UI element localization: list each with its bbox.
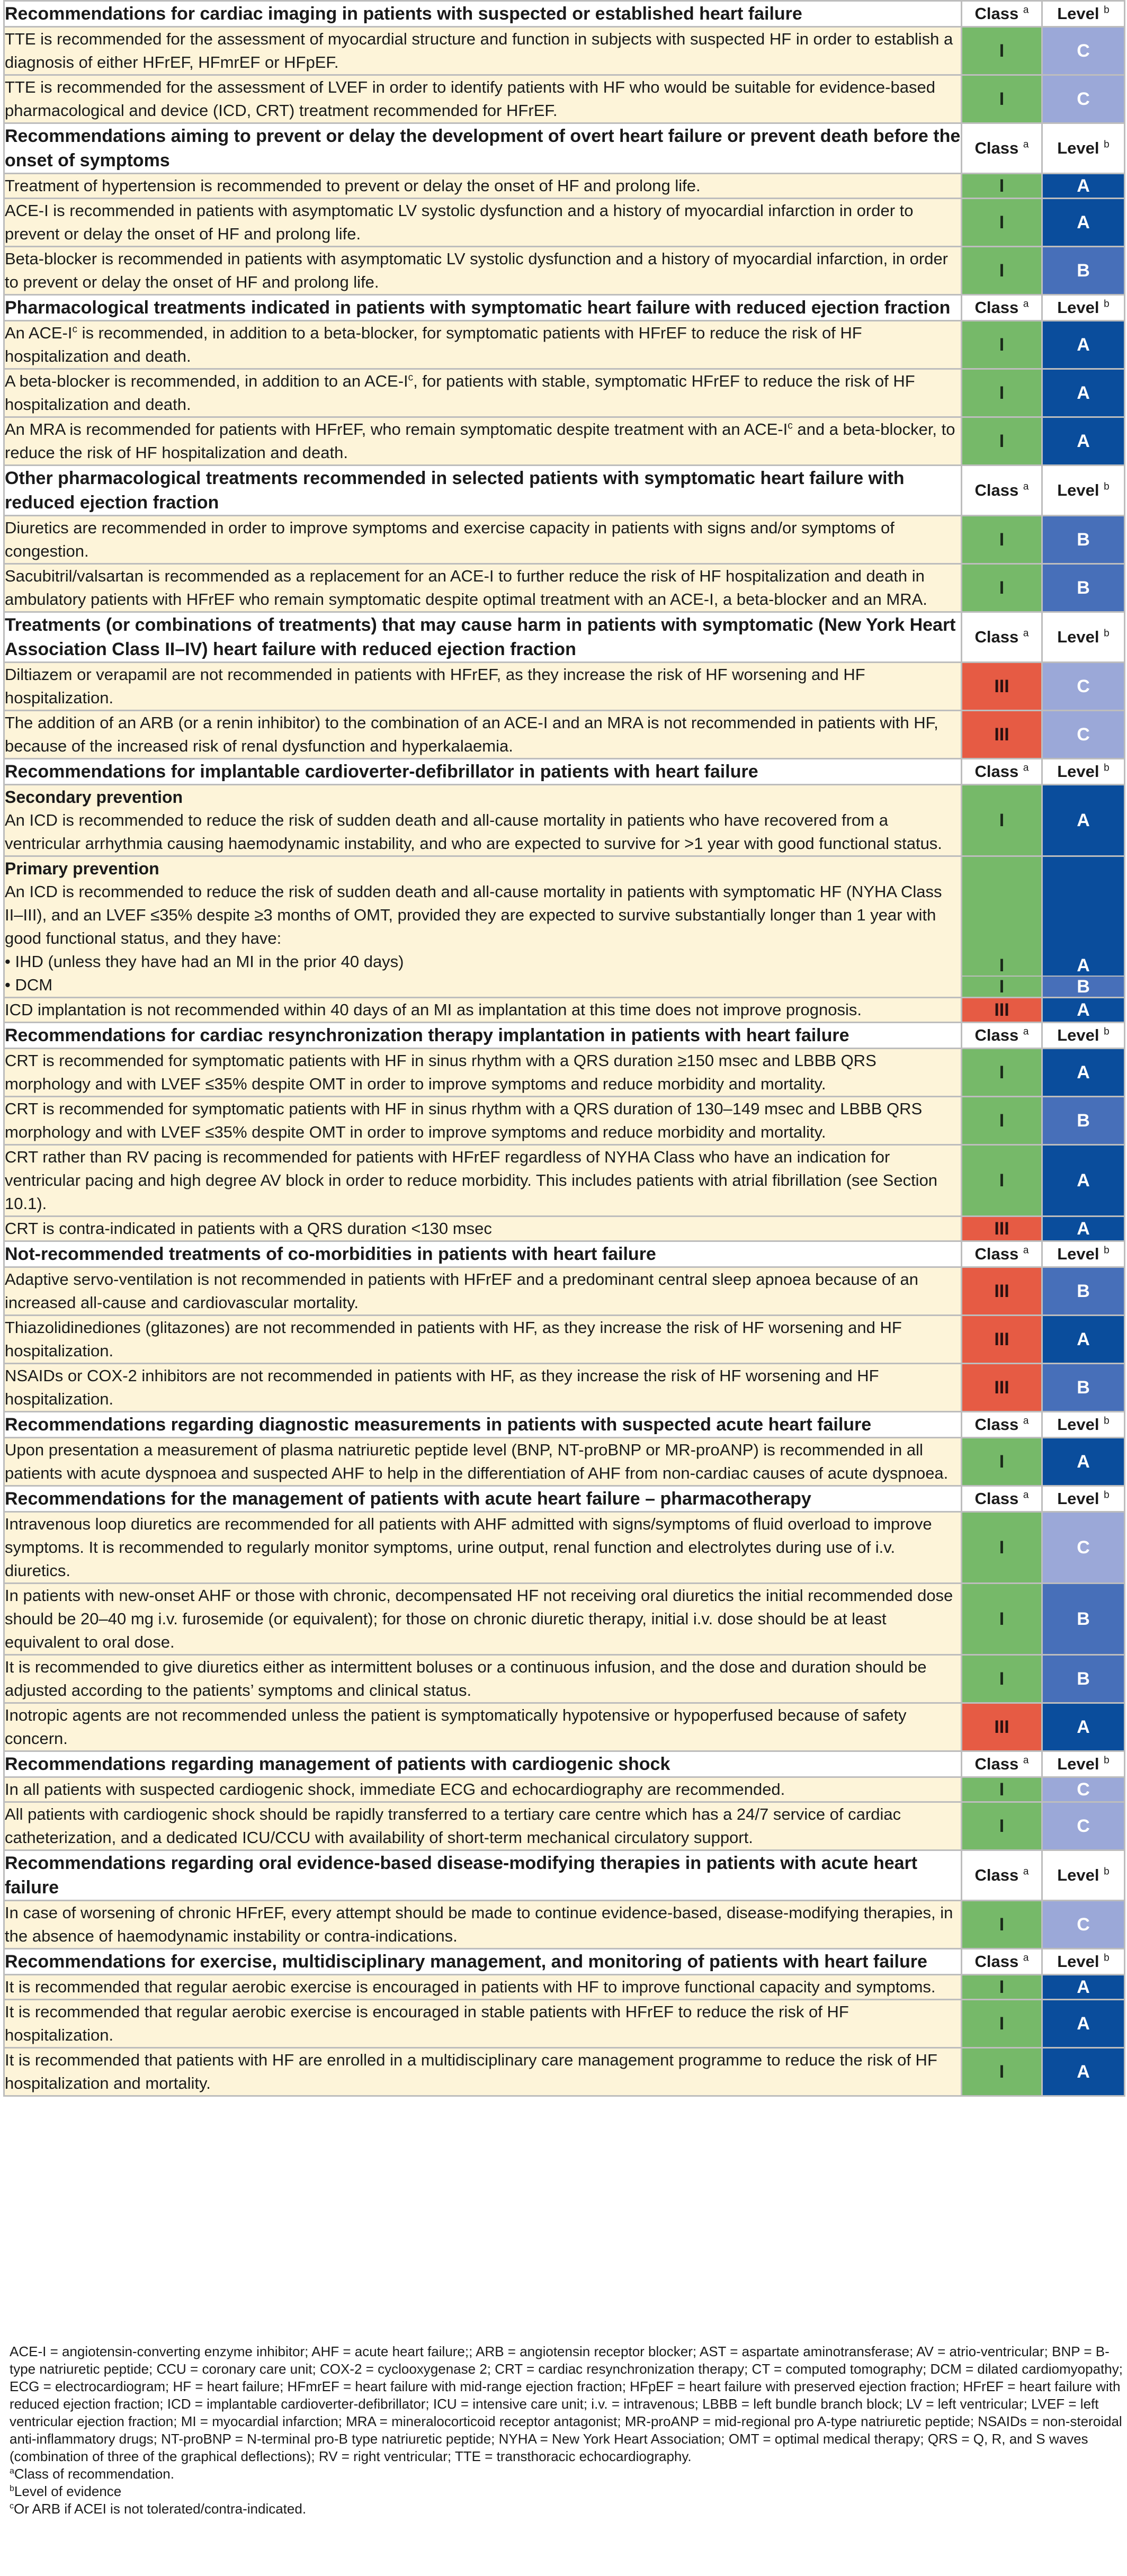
- table-row: [4, 247, 1125, 295]
- level-badge: B: [1043, 976, 1124, 997]
- level-header: Level $^b$: [1042, 295, 1125, 321]
- class-stack: [962, 856, 1042, 998]
- section-title: Recommendations for the management of patients with acute heart failure – pharmacotherapy: [4, 1486, 962, 1512]
- section-header: [4, 759, 1125, 785]
- class-badge: I: [962, 976, 1041, 997]
- class-header: Class $^a$: [962, 1850, 1042, 1901]
- level-badge: A: [1042, 1217, 1125, 1241]
- section-header: [4, 1751, 1125, 1777]
- recommendation-text: It is recommended that regular aerobic exercise is encouraged in patients with HF to improve functional capacity and symptoms.: [4, 1975, 962, 2000]
- recommendation-text: Diltiazem or verapamil are not recommended in patients with HFrEF, as they increase the risk of HF worsening and HF hospitalization.: [4, 663, 962, 711]
- class-badge: I: [962, 417, 1042, 466]
- table-row: [4, 663, 1125, 711]
- class-badge: III: [962, 1703, 1042, 1751]
- section-header: [4, 295, 1125, 321]
- recommendation-text: Thiazolidinediones (glitazones) are not recommended in patients with HF, as they increase the risk of HF worsening and HF hospitalization.: [4, 1316, 962, 1364]
- recommendation-text: The addition of an ARB (or a renin inhibitor) to the combination of an ACE-I and an MRA is not recommended in patients with HF, because of the increased risk of renal dysfunction and hyperkalaemia.: [4, 711, 962, 759]
- table-row: [4, 1316, 1125, 1364]
- table-row: [4, 1097, 1125, 1145]
- class-badge: I: [962, 2048, 1042, 2096]
- level-header: Level $^b$: [1042, 759, 1125, 785]
- table-row: [4, 1584, 1125, 1655]
- class-badge: I: [962, 785, 1042, 856]
- class-badge: I: [962, 1584, 1042, 1655]
- level-badge: A: [1042, 2048, 1125, 2096]
- class-badge: III: [962, 711, 1042, 759]
- table-row: [4, 369, 1125, 417]
- section-header: [4, 466, 1125, 516]
- recommendation-text: It is recommended to give diuretics either as intermittent boluses or a continuous infusion, and the dose and duration should be adjusted according to the patients’ symptoms and clinical status.: [4, 1655, 962, 1703]
- class-badge: III: [962, 1364, 1042, 1412]
- table-row: [4, 174, 1125, 199]
- section-title: Recommendations for exercise, multidisciplinary management, and monitoring of patients with heart failure: [4, 1949, 962, 1975]
- table-row: [4, 27, 1125, 75]
- level-badge: B: [1042, 516, 1125, 564]
- section-title: Recommendations for implantable cardioverter-defibrillator in patients with heart failure: [4, 759, 962, 785]
- class-badge: I: [962, 1145, 1042, 1217]
- table-row: [4, 856, 1125, 998]
- table-row: [4, 1777, 1125, 1802]
- level-header: Level $^b$: [1042, 123, 1125, 174]
- class-badge: I: [962, 1777, 1042, 1802]
- recommendations-document: [3, 0, 1124, 2517]
- level-header: Level $^b$: [1042, 1949, 1125, 1975]
- table-row: [4, 1217, 1125, 1241]
- class-header: Class $^a$: [962, 1023, 1042, 1049]
- level-badge: C: [1042, 1512, 1125, 1584]
- class-badge: III: [962, 1267, 1042, 1316]
- recommendation-text: CRT rather than RV pacing is recommended for patients with HFrEF regardless of NYHA Class who have an indication for ventricular pacing and high degree AV block in order to reduce morbidity. This includes patients with atrial fibrillation (see Section 10.1).: [4, 1145, 962, 1217]
- class-badge: I: [962, 369, 1042, 417]
- level-badge: A: [1042, 2000, 1125, 2048]
- class-badge: III: [962, 1217, 1042, 1241]
- recommendation-text: Adaptive servo-ventilation is not recommended in patients with HFrEF and a predominant central sleep apnoea because of an increased all-cause and cardiovascular mortality.: [4, 1267, 962, 1316]
- table-row: [4, 1901, 1125, 1949]
- level-badge: A: [1042, 321, 1125, 369]
- section-title: Other pharmacological treatments recommended in selected patients with symptomatic heart failure with reduced ejection fraction: [4, 466, 962, 516]
- table-row: [4, 2048, 1125, 2096]
- level-badge: A: [1042, 1145, 1125, 1217]
- level-badge: A: [1043, 955, 1124, 976]
- table-row: [4, 1802, 1125, 1850]
- level-badge: A: [1042, 369, 1125, 417]
- class-header: Class $^a$: [962, 1486, 1042, 1512]
- section-title: Recommendations aiming to prevent or delay the development of overt heart failure or prevent death before the onset of symptoms: [4, 123, 962, 174]
- class-header: Class $^a$: [962, 295, 1042, 321]
- recommendation-text: TTE is recommended for the assessment of LVEF in order to identify patients with HF who would be suitable for evidence-based pharmacological and device (ICD, CRT) treatment recommended for HFrEF.: [4, 75, 962, 123]
- table-row: [4, 321, 1125, 369]
- recommendation-text: Treatment of hypertension is recommended to prevent or delay the onset of HF and prolong life.: [4, 174, 962, 199]
- class-badge: III: [962, 1316, 1042, 1364]
- level-badge: B: [1042, 1364, 1125, 1412]
- level-header: Level $^b$: [1042, 1412, 1125, 1438]
- class-header: Class $^a$: [962, 1241, 1042, 1267]
- table-body-part-2: [4, 1023, 1125, 2096]
- table-row: [4, 998, 1125, 1023]
- class-badge: I: [962, 516, 1042, 564]
- footnotes: [10, 2343, 1124, 2518]
- abbreviations: ACE-I = angiotensin-converting enzyme inhibitor; AHF = acute heart failure;; ARB = angiotensin receptor blocker; AST = aspartate aminotransferase; AV = atrio-ventricular; BNP = B-type natriuretic peptide; CCU = coronary care unit; COX-2 = cyclooxygenase 2; CRT = cardiac resynchronization therapy; CT = computed tomography; DCM = dilated cardiomyopathy; ECG = electrocardiogram; HF = heart failure; HFmrEF = heart failure with mid-range ejection fraction; HFpEF = heart failure with preserved ejection fraction; HFrEF = heart failure with reduced ejection fraction; ICD = implantable cardioverter-defibrillator; ICU = intensive care unit; i.v. = intravenous; LBBB = left bundle branch block; LV = left ventricular; LVEF = left ventricular ejection fraction; MI = myocardial infarction; MRA = mineralocorticoid receptor antagonist; MR-proANP = mid-regional pro A-type natriuretic peptide; NSAIDs = non-steroidal anti-inflammatory drugs; NT-proBNP = N-terminal pro-B type natriuretic peptide; NYHA = New York Heart Association; OMT = optimal medical therapy; QRS = Q, R, and S waves (combination of three of the graphical deflections); RV = right ventricular; TTE = transthoracic echocardiography.: [10, 2344, 1123, 2464]
- footnote-b: $^b$Level of evidence: [10, 2483, 122, 2499]
- recommendation-text: Inotropic agents are not recommended unless the patient is symptomatically hypotensive or hypoperfused because of safety concern.: [4, 1703, 962, 1751]
- class-header: Class $^a$: [962, 1949, 1042, 1975]
- icd-section: [4, 759, 1125, 1023]
- recommendations-table: [3, 0, 1125, 2097]
- table-row: [4, 1364, 1125, 1412]
- class-badge: I: [962, 1512, 1042, 1584]
- level-badge: A: [1042, 174, 1125, 199]
- section-header: [4, 1412, 1125, 1438]
- class-badge: I: [962, 564, 1042, 612]
- table-row: [4, 1049, 1125, 1097]
- recommendation-text: CRT is recommended for symptomatic patients with HF in sinus rhythm with a QRS duration of 130–149 msec and LBBB QRS morphology and with LVEF ≤35% despite OMT in order to improve symptoms and reduce morbidity and mortality.: [4, 1097, 962, 1145]
- level-badge: C: [1042, 1901, 1125, 1949]
- recommendation-text: In all patients with suspected cardiogenic shock, immediate ECG and echocardiography are recommended.: [4, 1777, 962, 1802]
- footnote-c: $^c$Or ARB if ACEI is not tolerated/contra-indicated.: [10, 2501, 307, 2517]
- secondary-prevention-title: Secondary prevention: [5, 788, 183, 807]
- table-row: [4, 417, 1125, 466]
- class-badge: I: [962, 2000, 1042, 2048]
- level-badge: A: [1042, 785, 1125, 856]
- class-badge: III: [962, 663, 1042, 711]
- class-badge: I: [962, 1975, 1042, 2000]
- table-row: [4, 516, 1125, 564]
- recommendation-text: Upon presentation a measurement of plasma natriuretic peptide level (BNP, NT-proBNP or MR-proANP) is recommended in all patients with acute dyspnoea and suspected AHF to help in the differentiation of AHF from non-cardiac causes of acute dyspnoea.: [4, 1438, 962, 1486]
- level-badge: A: [1042, 998, 1125, 1023]
- level-badge: A: [1042, 1438, 1125, 1486]
- recommendation-text: [4, 785, 962, 856]
- bullet-ihd: • IHD (unless they have had an MI in the prior 40 days): [5, 952, 404, 971]
- level-badge: A: [1042, 1049, 1125, 1097]
- class-header: Class $^a$: [962, 1751, 1042, 1777]
- level-header: Level $^b$: [1042, 612, 1125, 663]
- recommendation-text: ACE-I is recommended in patients with asymptomatic LV systolic dysfunction and a history of myocardial infarction in order to prevent or delay the onset of HF and prolong life.: [4, 199, 962, 247]
- class-badge: I: [962, 174, 1042, 199]
- recommendation-text: An ACE-$I^c$ is recommended, in addition to a beta-blocker, for symptomatic patients with HFrEF to reduce the risk of HF hospitalization and death.: [4, 321, 962, 369]
- class-badge: I: [962, 1097, 1042, 1145]
- level-badge: C: [1042, 27, 1125, 75]
- level-header: Level $^b$: [1042, 466, 1125, 516]
- table-row: [4, 1655, 1125, 1703]
- section-title: Recommendations regarding management of patients with cardiogenic shock: [4, 1751, 962, 1777]
- level-badge: C: [1042, 711, 1125, 759]
- level-badge: C: [1042, 663, 1125, 711]
- table-row: [4, 1703, 1125, 1751]
- class-badge: I: [962, 1655, 1042, 1703]
- section-header: [4, 1023, 1125, 1049]
- class-badge: I: [962, 321, 1042, 369]
- level-header: Level $^b$: [1042, 1241, 1125, 1267]
- table-row: [4, 1267, 1125, 1316]
- section-header: [4, 1949, 1125, 1975]
- level-badge: A: [1042, 1316, 1125, 1364]
- level-header: Level $^b$: [1042, 1850, 1125, 1901]
- level-badge: B: [1042, 1267, 1125, 1316]
- class-badge: I: [962, 27, 1042, 75]
- recommendation-text: In case of worsening of chronic HFrEF, every attempt should be made to continue evidence-based, disease-modifying therapies, in the absence of haemodynamic instability or contra-indications.: [4, 1901, 962, 1949]
- level-badge: B: [1042, 1655, 1125, 1703]
- level-badge: B: [1042, 1584, 1125, 1655]
- section-title: Recommendations for cardiac imaging in patients with suspected or established heart failure: [4, 1, 962, 27]
- class-badge: I: [962, 75, 1042, 123]
- secondary-prevention-text: An ICD is recommended to reduce the risk of sudden death and all-cause mortality in patients who have recovered from a ventricular arrhythmia causing haemodynamic instability, and who are expected to survive for >1 year with good functional status.: [5, 811, 942, 853]
- section-header: [4, 1241, 1125, 1267]
- class-header: Class $^a$: [962, 612, 1042, 663]
- level-badge: A: [1042, 1975, 1125, 2000]
- level-badge: C: [1042, 1777, 1125, 1802]
- footnote-a: $^a$Class of recommendation.: [10, 2466, 174, 2482]
- recommendation-text: Beta-blocker is recommended in patients with asymptomatic LV systolic dysfunction and a history of myocardial infarction, in order to prevent or delay the onset of HF and prolong life.: [4, 247, 962, 295]
- class-badge: I: [962, 199, 1042, 247]
- recommendation-text: NSAIDs or COX-2 inhibitors are not recommended in patients with HF, as they increase the risk of HF worsening and HF hospitalization.: [4, 1364, 962, 1412]
- level-badge: C: [1042, 1802, 1125, 1850]
- class-fill: [962, 857, 1041, 955]
- level-header: Level $^b$: [1042, 1751, 1125, 1777]
- level-badge: A: [1042, 1703, 1125, 1751]
- level-header: Level $^b$: [1042, 1023, 1125, 1049]
- section-title: Treatments (or combinations of treatments) that may cause harm in patients with symptomatic (New York Heart Association Class II–IV) heart failure with reduced ejection fraction: [4, 612, 962, 663]
- recommendation-text: TTE is recommended for the assessment of myocardial structure and function in subjects with suspected HF in order to establish a diagnosis of either HFrEF, HFmrEF or HFpEF.: [4, 27, 962, 75]
- level-header: Level $^b$: [1042, 1486, 1125, 1512]
- recommendation-text: CRT is recommended for symptomatic patients with HF in sinus rhythm with a QRS duration ≥150 msec and LBBB QRS morphology and with LVEF ≤35% despite OMT in order to improve symptoms and reduce morbidity and mortality.: [4, 1049, 962, 1097]
- section-header: [4, 1850, 1125, 1901]
- section-title: Recommendations regarding oral evidence-based disease-modifying therapies in patients with acute heart failure: [4, 1850, 962, 1901]
- section-header: [4, 612, 1125, 663]
- level-badge: A: [1042, 417, 1125, 466]
- level-badge: C: [1042, 75, 1125, 123]
- table-row: [4, 785, 1125, 856]
- level-header: Level $^b$: [1042, 1, 1125, 27]
- table-row: [4, 1438, 1125, 1486]
- class-header: Class $^a$: [962, 123, 1042, 174]
- recommendation-text: A beta-blocker is recommended, in addition to an ACE-$I^c$, for patients with stable, symptomatic HFrEF to reduce the risk of HF hospitalization and death.: [4, 369, 962, 417]
- bullet-dcm: • DCM: [5, 976, 53, 994]
- table-row: [4, 1145, 1125, 1217]
- section-title: Recommendations regarding diagnostic measurements in patients with suspected acute heart failure: [4, 1412, 962, 1438]
- recommendation-text: ICD implantation is not recommended within 40 days of an MI as implantation at this time does not improve prognosis.: [4, 998, 962, 1023]
- section-title: Not-recommended treatments of co-morbidities in patients with heart failure: [4, 1241, 962, 1267]
- primary-prevention-title: Primary prevention: [5, 859, 159, 878]
- table-row: [4, 75, 1125, 123]
- table-body-part-1: [4, 1, 1125, 759]
- level-badge: B: [1042, 1097, 1125, 1145]
- recommendation-text: CRT is contra-indicated in patients with a QRS duration <130 msec: [4, 1217, 962, 1241]
- class-header: Class $^a$: [962, 466, 1042, 516]
- class-header: Class $^a$: [962, 1412, 1042, 1438]
- level-fill: [1043, 857, 1124, 955]
- recommendation-text: Sacubitril/valsartan is recommended as a replacement for an ACE-I to further reduce the risk of HF hospitalization and death in ambulatory patients with HFrEF who remain symptomatic despite optimal treatment with an ACE-I, a beta-blocker and an MRA.: [4, 564, 962, 612]
- class-header: Class $^a$: [962, 1, 1042, 27]
- recommendation-text: Diuretics are recommended in order to improve symptoms and exercise capacity in patients with signs and/or symptoms of congestion.: [4, 516, 962, 564]
- level-badge: B: [1042, 564, 1125, 612]
- table-row: [4, 711, 1125, 759]
- recommendation-text: In patients with new-onset AHF or those with chronic, decompensated HF not receiving oral diuretics the initial recommended dose should be 20–40 mg i.v. furosemide (or equivalent); for those on chronic diuretic therapy, initial i.v. dose should be at least equivalent to oral dose.: [4, 1584, 962, 1655]
- recommendation-text: It is recommended that patients with HF are enrolled in a multidisciplinary care management programme to reduce the risk of HF hospitalization and mortality.: [4, 2048, 962, 2096]
- section-title: Recommendations for cardiac resynchronization therapy implantation in patients with heart failure: [4, 1023, 962, 1049]
- recommendation-text: Intravenous loop diuretics are recommended for all patients with AHF admitted with signs/symptoms of fluid overload to improve symptoms. It is recommended to regularly monitor symptoms, urine output, renal function and electrolytes during use of i.v. diuretics.: [4, 1512, 962, 1584]
- table-row: [4, 564, 1125, 612]
- section-header: [4, 123, 1125, 174]
- table-row: [4, 1975, 1125, 2000]
- recommendation-text: All patients with cardiogenic shock should be rapidly transferred to a tertiary care centre which has a 24/7 service of cardiac catheterization, and a dedicated ICU/CCU with availability of short-term mechanical circulatory support.: [4, 1802, 962, 1850]
- level-badge: B: [1042, 247, 1125, 295]
- section-header: [4, 1, 1125, 27]
- class-badge: I: [962, 955, 1041, 976]
- section-title: Pharmacological treatments indicated in patients with symptomatic heart failure with reduced ejection fraction: [4, 295, 962, 321]
- level-badge: A: [1042, 199, 1125, 247]
- section-header: [4, 1486, 1125, 1512]
- table-row: [4, 1512, 1125, 1584]
- table-row: [4, 199, 1125, 247]
- class-badge: I: [962, 1802, 1042, 1850]
- level-stack: [1042, 856, 1125, 998]
- class-badge: I: [962, 247, 1042, 295]
- class-badge: I: [962, 1049, 1042, 1097]
- recommendation-text: [4, 856, 962, 998]
- recommendation-text: It is recommended that regular aerobic exercise is encouraged in stable patients with HFrEF to reduce the risk of HF hospitalization.: [4, 2000, 962, 2048]
- primary-prevention-text: An ICD is recommended to reduce the risk of sudden death and all-cause mortality in patients with symptomatic HF (NYHA Class II–III), and an LVEF ≤35% despite ≥3 months of OMT, provided they are expected to survive substantially longer than 1 year with good functional status, and they have:: [5, 882, 942, 947]
- class-badge: I: [962, 1901, 1042, 1949]
- class-badge: III: [962, 998, 1042, 1023]
- class-header: Class $^a$: [962, 759, 1042, 785]
- recommendation-text: An MRA is recommended for patients with HFrEF, who remain symptomatic despite treatment with an ACE-$I^c$ and a beta-blocker, to reduce the risk of HF hospitalization and death.: [4, 417, 962, 466]
- class-badge: I: [962, 1438, 1042, 1486]
- table-row: [4, 2000, 1125, 2048]
